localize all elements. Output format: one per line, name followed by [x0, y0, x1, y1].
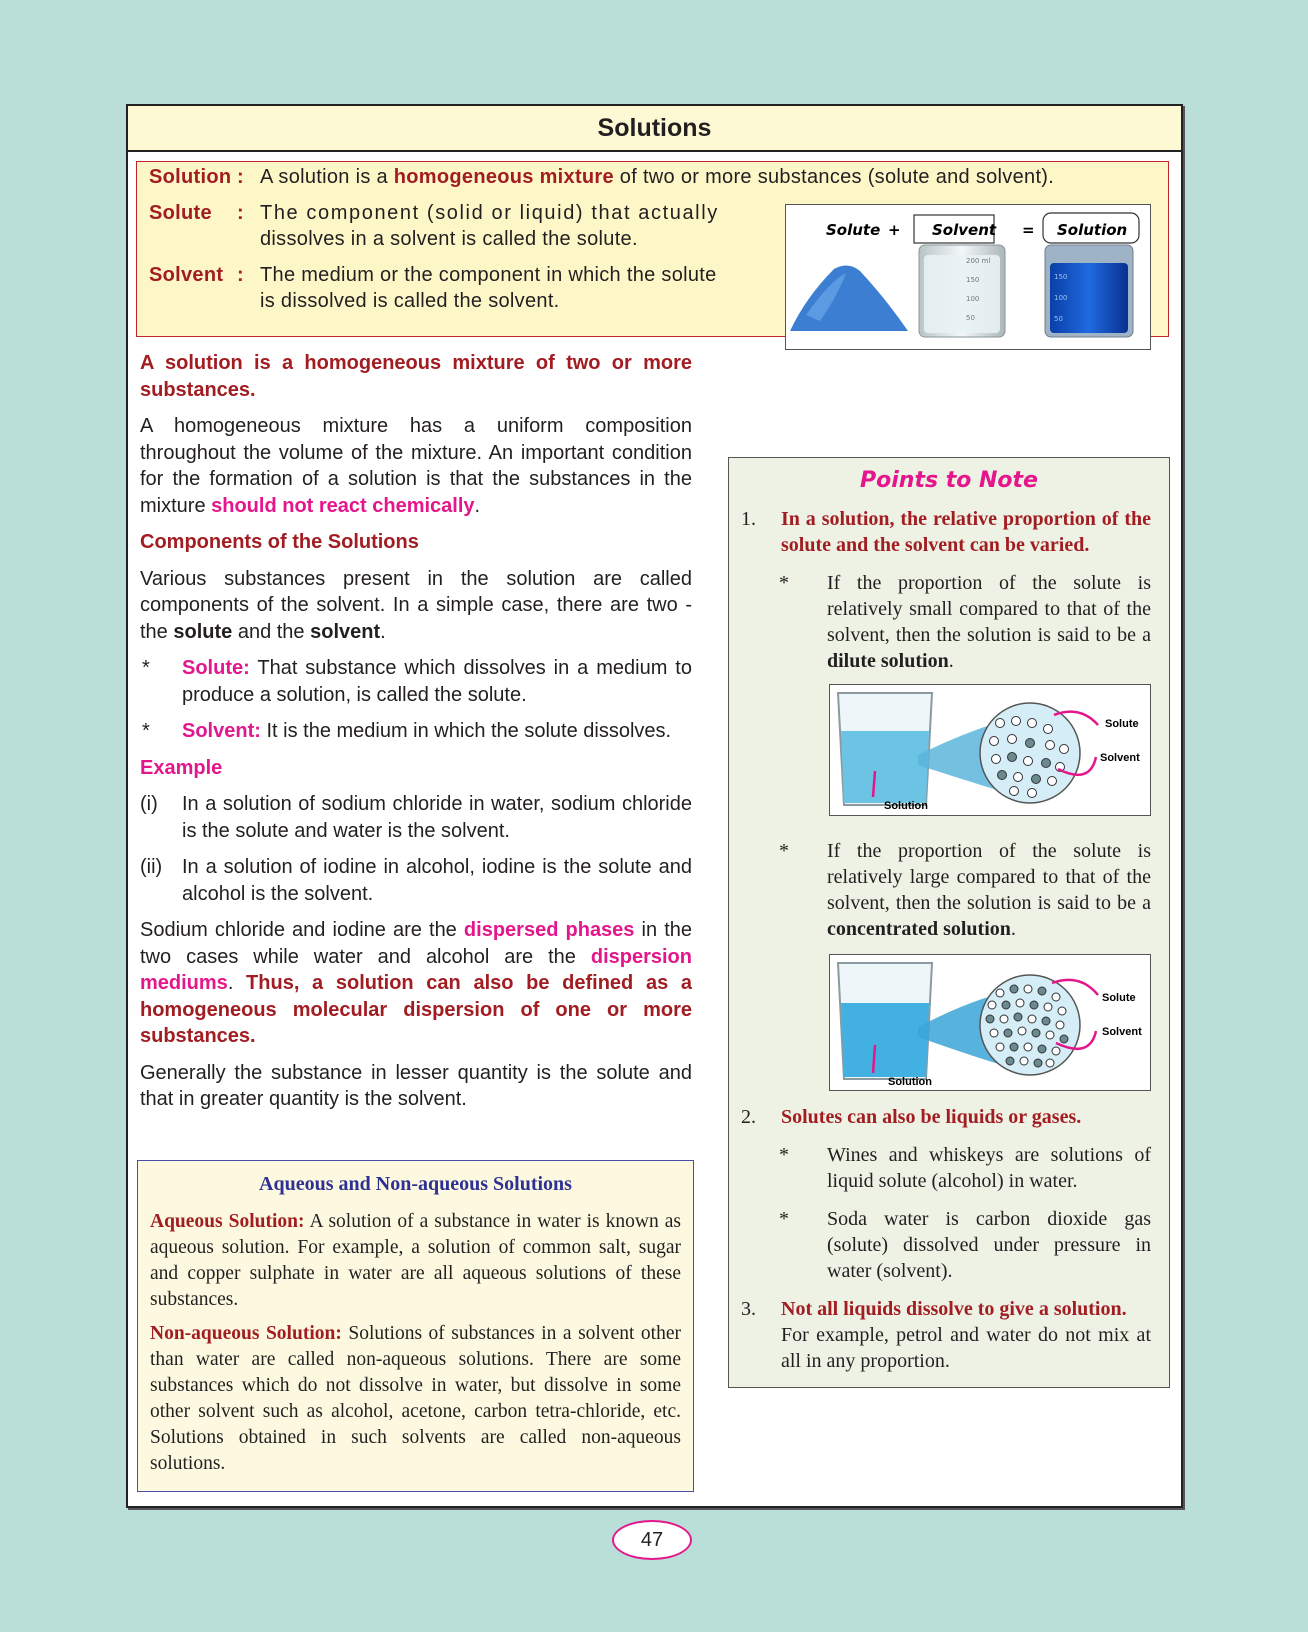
- note-star: *: [779, 840, 789, 862]
- solvent-particle: [1058, 1007, 1066, 1015]
- solvent-particle: [1028, 1015, 1036, 1023]
- non-aqueous-label: Non-aqueous Solution:: [150, 1323, 342, 1344]
- solvent-particle: [1044, 1003, 1052, 1011]
- bullet-label: Solvent:: [182, 720, 261, 742]
- solute-particle: [1008, 753, 1017, 762]
- solvent-particle: [1052, 1047, 1060, 1055]
- beaker-mark: 150: [966, 276, 980, 284]
- paragraph-quantity: Generally the substance in lesser quantity is the solute and that in greater quantity is the solvent.: [140, 1061, 692, 1110]
- solvent-particle: [1016, 999, 1024, 1007]
- example-mark: (ii): [140, 856, 163, 878]
- diagram-solvent-label: Solvent: [1100, 752, 1140, 764]
- points-to-note-box: [728, 457, 1170, 1388]
- solvent-particle: [1018, 1027, 1026, 1035]
- definition-label: Solute: [149, 202, 212, 224]
- solvent-particle: [1000, 1015, 1008, 1023]
- beaker-mark: 200 ml: [966, 257, 991, 265]
- definition-text-part: A solution is a: [260, 166, 394, 188]
- text-part: .: [948, 650, 954, 672]
- example-text: In a solution of sodium chloride in water, sodium chloride is the solute and water is the solvent.: [182, 793, 692, 842]
- aqueous-label: Aqueous Solution:: [150, 1211, 305, 1232]
- note-star: *: [779, 1208, 789, 1230]
- equation-solvent-label: Solvent: [932, 221, 997, 239]
- example-heading: Example: [140, 756, 223, 779]
- solute-particle: [1032, 775, 1041, 784]
- aqueous-box: [137, 1160, 694, 1492]
- text-part: .: [474, 494, 481, 517]
- text-part: .: [380, 620, 386, 643]
- solvent-particle: [1046, 1059, 1054, 1067]
- solute-particle: [1030, 1001, 1038, 1009]
- beaker-liquid: [841, 1003, 929, 1077]
- bullet-solute: [140, 655, 692, 708]
- diagram-solute-label: Solute: [1105, 718, 1139, 730]
- note-rest: For example, petrol and water do not mix at all in any proportion.: [781, 1324, 1151, 1372]
- definition-emphasis: Thus, a solution can also be defined as a homogeneous molecular dispersion of one or more substances.: [140, 972, 692, 1047]
- dilute-diagram-svg: [830, 685, 1149, 814]
- note-sub-text: [827, 570, 1151, 674]
- definition-line: is dissolved is called the solvent.: [260, 290, 560, 312]
- solvent-particle: [992, 755, 1001, 764]
- text-part: A homogeneous mixture has a uniform composition throughout the volume of the mixture. An important condition for the formation of a solution is that the substances in the mixture: [140, 415, 692, 517]
- non-aqueous-text: Solutions of substances in a solvent other than water are called non-aqueous solutions. There are some substances which do not dissolve in water, but dissolve in some other solvent such as alcohol, acetone, carbon tetra-chloride, etc. Solutions obtained in such solvents are called non-aqueous solutions.: [150, 1323, 681, 1474]
- note-sub-text: [827, 838, 1151, 942]
- solvent-particle: [1028, 789, 1037, 798]
- solute-particle: [986, 1015, 994, 1023]
- note-text: In a solution, the relative proportion of the solute and the solvent can be varied.: [781, 508, 1151, 556]
- solute-particle: [1010, 1043, 1018, 1051]
- solvent-particle: [990, 737, 999, 746]
- note-text: [781, 1296, 1151, 1374]
- beaker-mark: 50: [966, 314, 975, 322]
- bullet-text: That substance which dissolves in a medium to produce a solution, is called the solute.: [182, 657, 692, 706]
- headline: A solution is a homogeneous mixture of two or more substances.: [140, 352, 692, 401]
- concentrated-solution-diagram: [829, 954, 1151, 1091]
- solution-equation-image: [785, 204, 1151, 350]
- definition-line: The component (solid or liquid) that actually: [260, 202, 719, 224]
- page-number: 47: [612, 1520, 692, 1560]
- diagram-solvent-label: Solvent: [1102, 1026, 1142, 1038]
- concentrated-diagram-svg: [830, 955, 1149, 1089]
- equation-solute-label: Solute: [826, 221, 881, 239]
- note-point-1: [741, 506, 1151, 558]
- solute-particle: [1034, 1059, 1042, 1067]
- text-part: Various substances present in the solution are called components of the solvent. In a simple case, there are two - the: [140, 567, 692, 643]
- note-sub-concentrated: [777, 838, 1151, 942]
- solute-particle: [1026, 739, 1035, 748]
- solvent-particle: [1044, 725, 1053, 734]
- bullet-text: It is the medium in which the solute dissolves.: [260, 720, 672, 742]
- solute-particle: [1002, 1001, 1010, 1009]
- solvent-particle: [988, 1001, 996, 1009]
- definition-line: The medium or the component in which the solute: [260, 264, 717, 286]
- bullet-label: Solute:: [182, 657, 250, 679]
- definition-colon: :: [237, 202, 244, 224]
- text-part: in the two cases while water and alcohol are the: [140, 919, 693, 968]
- solute-particle: [1014, 1013, 1022, 1021]
- solvent-particle: [1028, 719, 1037, 728]
- aqueous-text: A solution of a substance in water is known as aqueous solution. For example, a solution of common salt, sugar and copper sulphate in water are all aqueous solutions of these substances.: [150, 1211, 681, 1310]
- solute-particle: [998, 771, 1007, 780]
- bullet-solvent: [140, 718, 692, 745]
- note-emphasis: Not all liquids dissolve to give a solution.: [781, 1298, 1127, 1320]
- note-sub-text: Soda water is carbon dioxide gas (solute) dissolved under pressure in water (solvent).: [827, 1208, 1151, 1282]
- non-aqueous-paragraph: [150, 1321, 681, 1477]
- beaker-mark: 100: [1054, 294, 1068, 302]
- note-number: 3.: [741, 1298, 756, 1320]
- text-part: .: [1010, 918, 1016, 940]
- beaker-mark: 50: [1054, 315, 1063, 323]
- beaker-mark: 150: [1054, 273, 1068, 281]
- definition-colon: :: [237, 166, 244, 188]
- solvent-particle: [1052, 993, 1060, 1001]
- solvent-particle: [1014, 773, 1023, 782]
- definition-label: Solution: [149, 166, 232, 188]
- paragraph-dispersion: [140, 917, 692, 1050]
- diagram-solute-label: Solute: [1102, 992, 1136, 1004]
- solvent-particle: [1048, 777, 1057, 786]
- solute-particle: [1004, 1029, 1012, 1037]
- solvent-particle: [1010, 787, 1019, 796]
- solvent-particle: [1008, 735, 1017, 744]
- solute-particle: [1060, 1035, 1068, 1043]
- note-sub-wines: [777, 1142, 1151, 1194]
- solvent-particle: [1024, 1043, 1032, 1051]
- bold-text: solvent: [310, 620, 381, 643]
- solvent-particle: [990, 1029, 998, 1037]
- note-text: Solutes can also be liquids or gases.: [781, 1106, 1082, 1128]
- example-item: [140, 854, 692, 907]
- bold-text: solute: [173, 620, 233, 643]
- definition-highlight: homogeneous mixture: [393, 166, 614, 188]
- solute-particle: [1010, 985, 1018, 993]
- bold-text: concentrated solution: [827, 918, 1011, 940]
- equation-illustration: [786, 205, 1149, 348]
- left-column: [140, 350, 692, 1123]
- solute-particle: [1042, 759, 1051, 768]
- solvent-particle: [1046, 1031, 1054, 1039]
- bold-text: dilute solution: [827, 650, 949, 672]
- solvent-particle: [1056, 1021, 1064, 1029]
- text-part: and the: [232, 620, 311, 643]
- beaker-liquid: [841, 731, 929, 803]
- highlight-text: dispersion mediums: [140, 945, 692, 994]
- note-number: 2.: [741, 1106, 756, 1128]
- text-part: Sodium chloride and iodine are the: [140, 919, 464, 941]
- text-part: .: [227, 972, 234, 994]
- note-number: 1.: [741, 508, 756, 530]
- solute-particle: [1038, 1045, 1046, 1053]
- equation-plus: +: [888, 221, 901, 239]
- solute-particle: [1006, 1057, 1014, 1065]
- note-sub-soda: [777, 1206, 1151, 1284]
- page-title: Solutions: [128, 106, 1181, 152]
- equation-solution-label: Solution: [1057, 221, 1128, 239]
- definition-line: dissolves in a solvent is called the solute.: [260, 228, 638, 250]
- solvent-particle: [1046, 741, 1055, 750]
- definition-text: [260, 164, 1054, 190]
- solvent-particle: [1060, 745, 1069, 754]
- text-part: If the proportion of the solute is relatively large compared to that of the solvent, then the solution is said to be a: [827, 840, 1151, 914]
- solvent-particle: [996, 719, 1005, 728]
- text-part: If the proportion of the solute is relatively small compared to that of the solvent, then the solution is said to be a: [827, 572, 1151, 646]
- definition-label: Solvent: [149, 264, 224, 286]
- aqueous-box-title: Aqueous and Non-aqueous Solutions: [259, 1173, 572, 1195]
- paragraph-homogeneous: [140, 413, 692, 519]
- bullet-mark: *: [142, 720, 150, 742]
- highlight-text: should not react chemically: [211, 494, 475, 517]
- aqueous-paragraph: [150, 1209, 681, 1313]
- note-star: *: [779, 1144, 789, 1166]
- paragraph-components: [140, 566, 692, 646]
- highlight-text: dispersed phases: [463, 919, 635, 941]
- equation-equals: =: [1022, 221, 1035, 239]
- diagram-solution-label: Solution: [888, 1076, 932, 1088]
- blue-powder-pile: [790, 265, 908, 331]
- solvent-particle: [996, 989, 1004, 997]
- solvent-particle: [1024, 757, 1033, 766]
- water-liquid: [924, 255, 1000, 333]
- solvent-particle: [1024, 985, 1032, 993]
- solute-particle: [1042, 1017, 1050, 1025]
- note-star: *: [779, 572, 789, 594]
- definition-text-part: of two or more substances (solute and solvent).: [613, 166, 1055, 188]
- solvent-particle: [1012, 717, 1021, 726]
- note-sub-text: Wines and whiskeys are solutions of liquid solute (alcohol) in water.: [827, 1144, 1151, 1192]
- example-text: In a solution of iodine in alcohol, iodine is the solute and alcohol is the solvent.: [182, 856, 692, 905]
- note-point-3: [741, 1296, 1151, 1374]
- solvent-particle: [996, 1043, 1004, 1051]
- solute-particle: [1032, 1029, 1040, 1037]
- beaker-mark: 100: [966, 295, 980, 303]
- components-heading: Components of the Solutions: [140, 531, 419, 553]
- dilute-solution-diagram: [829, 684, 1151, 816]
- note-point-2: [741, 1104, 1151, 1130]
- solute-particle: [1038, 987, 1046, 995]
- note-sub-dilute: [777, 570, 1151, 674]
- definition-colon: :: [237, 264, 244, 286]
- example-mark: (i): [140, 793, 158, 815]
- bullet-mark: *: [142, 657, 150, 679]
- example-item: [140, 791, 692, 844]
- points-to-note-title: Points to Note: [860, 468, 1038, 493]
- solvent-particle: [1020, 1057, 1028, 1065]
- diagram-solution-label: Solution: [884, 800, 928, 812]
